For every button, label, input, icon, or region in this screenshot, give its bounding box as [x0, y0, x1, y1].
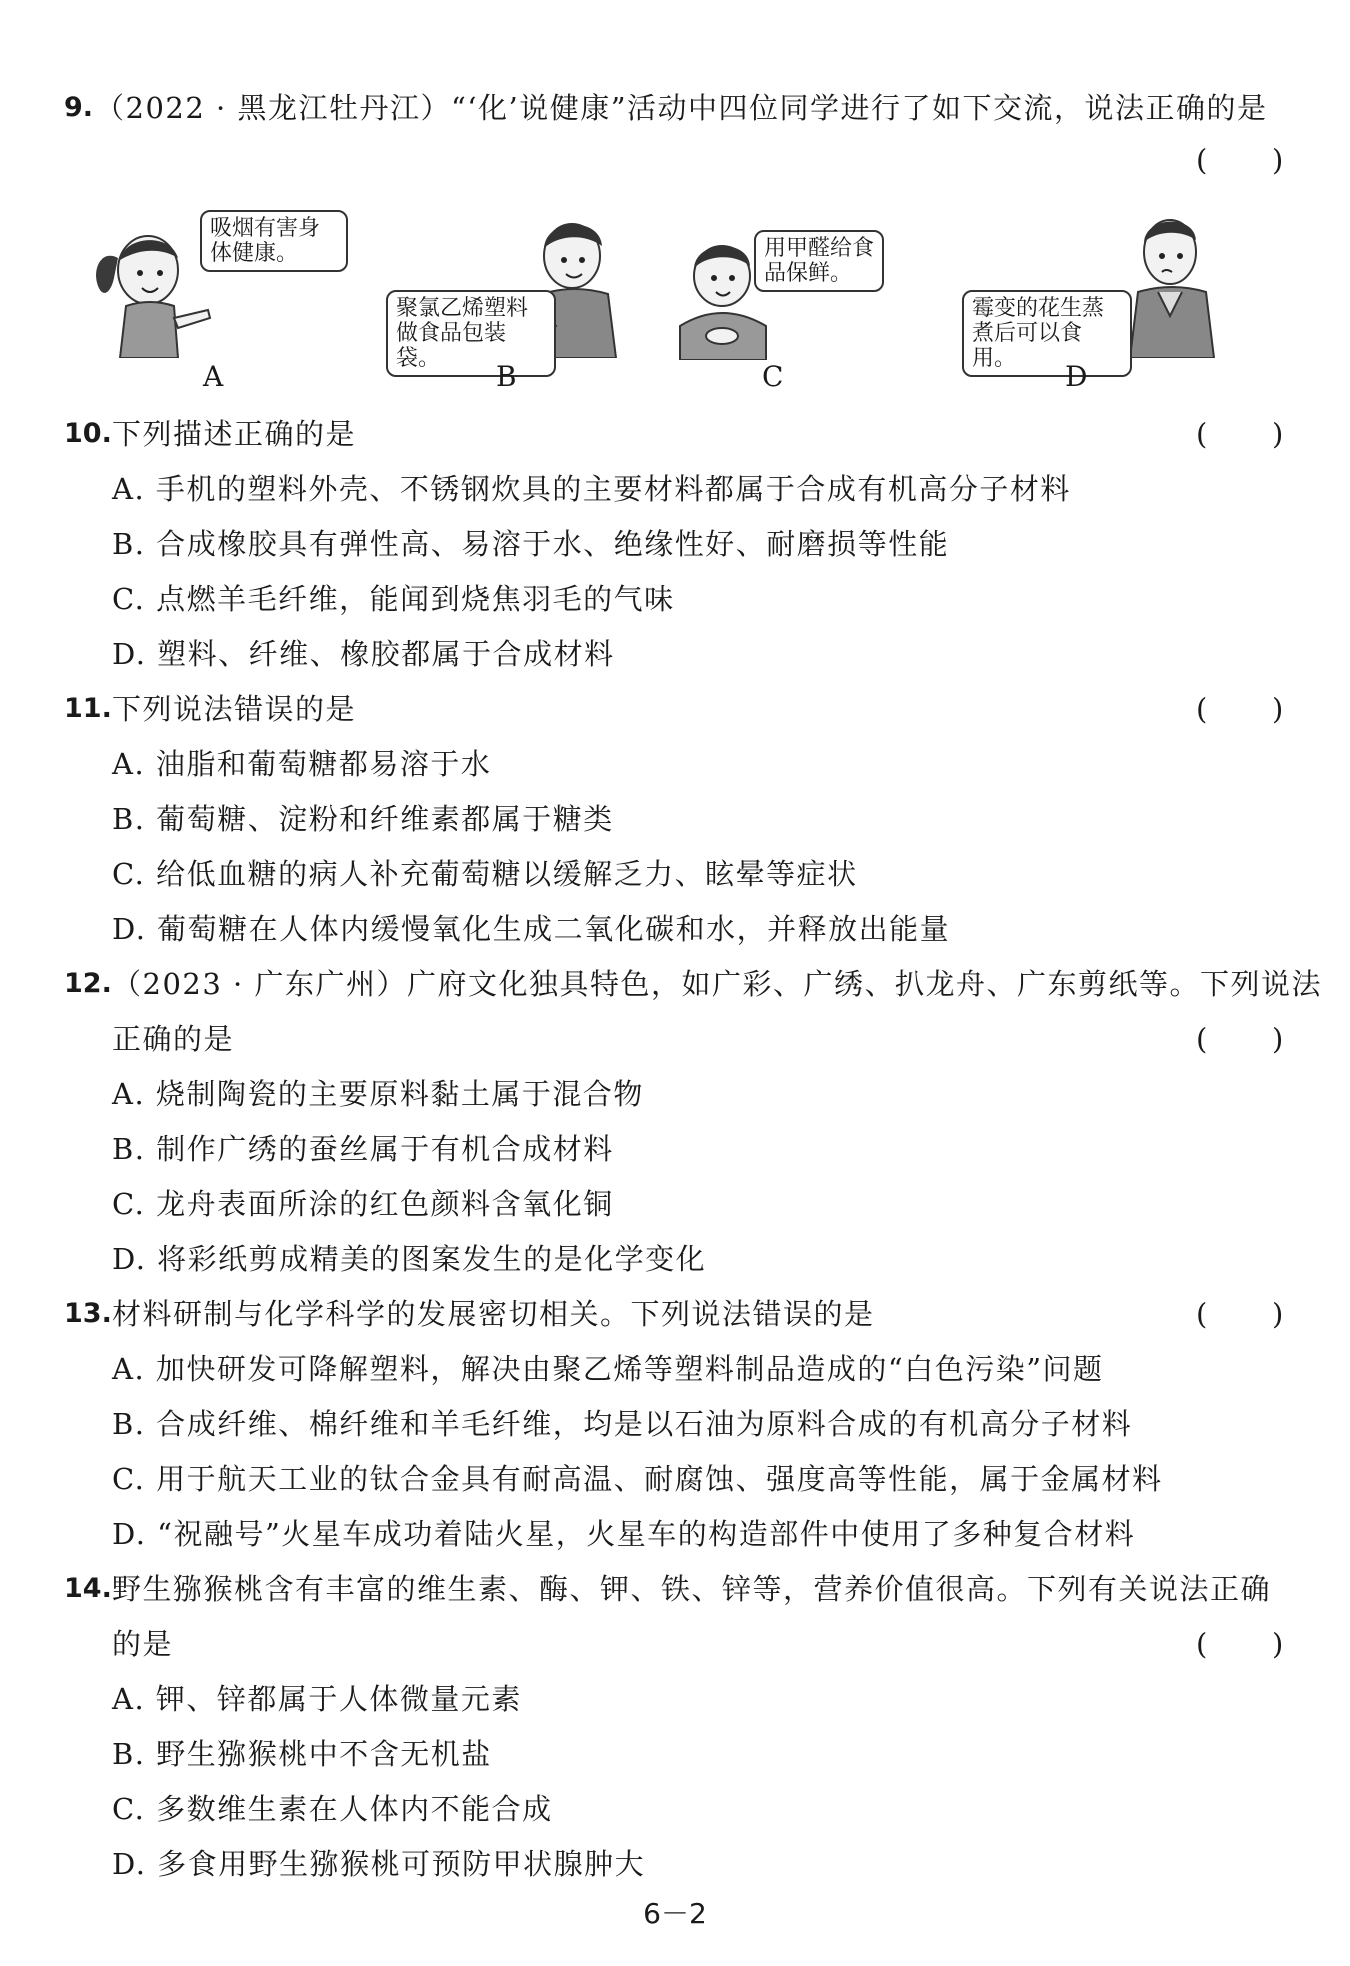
option-d[interactable]: D. 塑料、纤维、橡胶都属于合成材料: [112, 637, 615, 671]
speech-bubble-d: 霉变的花生蒸煮后可以食用。: [962, 290, 1132, 377]
option-b[interactable]: B. 合成橡胶具有弹性高、易溶于水、绝缘性好、耐磨损等性能: [112, 527, 950, 561]
question-text-continuation: 正确的是: [112, 1022, 235, 1056]
page-number: 6－2: [643, 1897, 707, 1930]
option-line: [0, 465, 1350, 513]
question-number: 11.: [64, 693, 112, 724]
bracket-open: (: [1196, 1627, 1208, 1661]
option-line: [0, 520, 1350, 568]
option-line: [0, 1235, 1350, 1283]
question-9: [0, 84, 1350, 132]
bracket-open: (: [1196, 1297, 1208, 1331]
option-c[interactable]: C. 多数维生素在人体内不能合成: [112, 1792, 553, 1826]
question-text: （2023 · 广东广州）广府文化独具特色，如广彩、广绣、扒龙舟、广东剪纸等。下列说法: [112, 967, 1322, 1001]
speech-bubble-c: 用甲醛给食品保鲜。: [754, 230, 884, 292]
answer-bracket-line: [0, 136, 1350, 184]
question-number: 9.: [64, 92, 94, 123]
option-d[interactable]: D. 葡萄糖在人体内缓慢氧化生成二氧化碳和水，并释放出能量: [112, 912, 951, 946]
option-line: [0, 1070, 1350, 1118]
question-11: [0, 685, 1350, 733]
question-text: 野生猕猴桃含有丰富的维生素、酶、钾、铁、锌等，营养价值很高。下列有关说法正确: [112, 1572, 1272, 1606]
question-text: 材料研制与化学科学的发展密切相关。下列说法错误的是: [112, 1297, 875, 1331]
question-number: 14.: [64, 1573, 112, 1604]
speech-bubble-a: 吸烟有害身体健康。: [200, 210, 348, 272]
option-c[interactable]: C. 龙舟表面所涂的红色颜料含氧化铜: [112, 1187, 614, 1221]
option-line: [0, 1510, 1350, 1558]
question-12: [0, 960, 1350, 1008]
option-line: [0, 1675, 1350, 1723]
question-9-illustration: [90, 198, 1250, 398]
option-line: [0, 1730, 1350, 1778]
question-text-continuation: 的是: [112, 1627, 174, 1661]
bracket-close: ): [1272, 1022, 1284, 1056]
question-14: [0, 1565, 1350, 1613]
option-a[interactable]: A. 钾、锌都属于人体微量元素: [112, 1682, 522, 1716]
option-c[interactable]: C. 用于航天工业的钛合金具有耐高温、耐腐蚀、强度高等性能，属于金属材料: [112, 1462, 1163, 1496]
option-d[interactable]: D. 将彩纸剪成精美的图案发生的是化学变化: [112, 1242, 707, 1276]
option-b[interactable]: B. 野生猕猴桃中不含无机盐: [112, 1737, 492, 1771]
option-line: [0, 1785, 1350, 1833]
option-line: [0, 1180, 1350, 1228]
option-a[interactable]: A. 烧制陶瓷的主要原料黏土属于混合物: [112, 1077, 644, 1111]
option-line: [0, 795, 1350, 843]
question-number: 10.: [64, 418, 112, 449]
question-12-continuation: [0, 1015, 1350, 1063]
option-c[interactable]: C. 给低血糖的病人补充葡萄糖以缓解乏力、眩晕等症状: [112, 857, 858, 891]
question-text: （2022 · 黑龙江牡丹江）“‘化’说健康”活动中四位同学进行了如下交流，说法正确的是: [95, 91, 1268, 125]
option-c[interactable]: C. 点燃羊毛纤维，能闻到烧焦羽毛的气味: [112, 582, 675, 616]
figure-label-c: C: [762, 360, 784, 393]
question-text: 下列描述正确的是: [112, 417, 357, 451]
bracket-open: (: [1196, 1022, 1208, 1056]
option-d[interactable]: D. “祝融号”火星车成功着陆火星，火星车的构造部件中使用了多种复合材料: [112, 1517, 1136, 1551]
bracket-open: (: [1196, 143, 1208, 177]
bracket-close: ): [1272, 692, 1284, 726]
option-a[interactable]: A. 手机的塑料外壳、不锈钢炊具的主要材料都属于合成有机高分子材料: [112, 472, 1071, 506]
question-13: [0, 1290, 1350, 1338]
option-d[interactable]: D. 多食用野生猕猴桃可预防甲状腺肿大: [112, 1847, 646, 1881]
option-line: [0, 1125, 1350, 1173]
option-line: [0, 630, 1350, 678]
option-b[interactable]: B. 葡萄糖、淀粉和纤维素都属于糖类: [112, 802, 614, 836]
option-line: [0, 905, 1350, 953]
bracket-close: ): [1272, 1297, 1284, 1331]
question-14-continuation: [0, 1620, 1350, 1668]
option-b[interactable]: B. 制作广绣的蚕丝属于有机合成材料: [112, 1132, 614, 1166]
option-line: [0, 1345, 1350, 1393]
question-10: [0, 410, 1350, 458]
option-b[interactable]: B. 合成纤维、棉纤维和羊毛纤维，均是以石油为原料合成的有机高分子材料: [112, 1407, 1133, 1441]
bracket-close: ): [1272, 143, 1284, 177]
option-a[interactable]: A. 油脂和葡萄糖都易溶于水: [112, 747, 492, 781]
bracket-open: (: [1196, 417, 1208, 451]
bracket-close: ): [1272, 417, 1284, 451]
question-number: 13.: [64, 1298, 112, 1329]
question-text: 下列说法错误的是: [112, 692, 357, 726]
option-line: [0, 850, 1350, 898]
option-line: [0, 740, 1350, 788]
question-number: 12.: [64, 968, 112, 999]
figure-label-d: D: [1065, 360, 1088, 393]
figure-label-a: A: [203, 360, 224, 393]
bracket-open: (: [1196, 692, 1208, 726]
option-line: [0, 1840, 1350, 1888]
option-a[interactable]: A. 加快研发可降解塑料，解决由聚乙烯等塑料制品造成的“白色污染”问题: [112, 1352, 1104, 1386]
option-line: [0, 1400, 1350, 1448]
figure-label-b: B: [496, 360, 517, 393]
option-line: [0, 1455, 1350, 1503]
speech-bubble-b: 聚氯乙烯塑料做食品包装袋。: [386, 290, 556, 377]
bracket-close: ): [1272, 1627, 1284, 1661]
option-line: [0, 575, 1350, 623]
